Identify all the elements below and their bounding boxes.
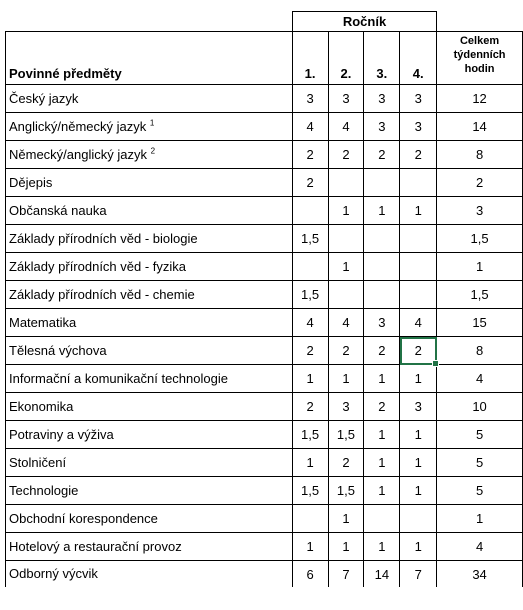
total-cell[interactable]: 5 — [437, 421, 523, 449]
table-row — [6, 253, 523, 281]
table-row — [6, 365, 523, 393]
fill-handle[interactable] — [432, 360, 439, 367]
footnote-marker: 2 — [150, 146, 156, 156]
grade-1-cell[interactable]: 1 — [292, 449, 328, 477]
grade-2-cell[interactable] — [328, 281, 364, 309]
grade-3-cell[interactable] — [364, 225, 400, 253]
subject-name-cell[interactable] — [6, 197, 293, 225]
subject-name: Hotelový a restaurační provoz — [9, 539, 182, 554]
grade-4-cell[interactable]: 1 — [400, 477, 437, 505]
selected-cell[interactable]: 2 — [400, 337, 437, 365]
grade-4-cell[interactable] — [400, 225, 437, 253]
subject-name-cell[interactable] — [6, 337, 293, 365]
grade-3-cell[interactable] — [364, 169, 400, 197]
grade-1-cell[interactable]: 2 — [292, 169, 328, 197]
subject-name: Stolničení — [9, 455, 67, 470]
grade-4-cell[interactable]: 1 — [400, 449, 437, 477]
grade-3-cell[interactable]: 2 — [364, 337, 400, 365]
total-cell[interactable]: 2 — [437, 169, 523, 197]
subject-name-cell[interactable] — [6, 505, 293, 533]
grade-4-header[interactable]: 4. — [400, 32, 437, 85]
subject-name-cell[interactable] — [6, 421, 293, 449]
grade-1-cell[interactable] — [292, 505, 328, 533]
subject-name-cell[interactable] — [6, 449, 293, 477]
total-header-line2: týdenních — [453, 49, 506, 61]
grade-3-cell[interactable]: 2 — [364, 393, 400, 421]
total-cell[interactable]: 5 — [437, 477, 523, 505]
grade-2-cell[interactable]: 2 — [328, 449, 364, 477]
grade-1-cell[interactable]: 4 — [292, 113, 328, 141]
total-cell[interactable]: 1 — [437, 505, 523, 533]
grade-2-cell[interactable]: 2 — [328, 337, 364, 365]
total-cell[interactable]: 12 — [437, 85, 523, 113]
total-cell[interactable]: 15 — [437, 309, 523, 337]
grade-2-cell[interactable]: 1 — [328, 197, 364, 225]
table-row — [6, 449, 523, 477]
subject-name: Potraviny a výživa — [9, 427, 114, 442]
table-row — [6, 561, 523, 587]
grade-4-cell[interactable]: 1 — [400, 533, 437, 561]
grade-3-cell[interactable] — [364, 253, 400, 281]
subject-name-cell[interactable] — [6, 141, 293, 169]
grade-4-cell[interactable]: 2 — [400, 141, 437, 169]
grade-4-cell[interactable]: 3 — [400, 85, 437, 113]
grade-1-cell[interactable]: 4 — [292, 309, 328, 337]
subject-name: Obchodní korespondence — [9, 511, 158, 526]
rocnik-header[interactable]: Ročník — [292, 11, 437, 31]
table-row — [6, 477, 523, 505]
subject-name-cell[interactable] — [6, 169, 293, 197]
grade-2-cell[interactable]: 7 — [328, 561, 364, 587]
subject-name: Dějepis — [9, 175, 53, 190]
grade-2-cell[interactable]: 1 — [328, 533, 364, 561]
total-cell[interactable]: 14 — [437, 113, 523, 141]
total-cell[interactable]: 1,5 — [437, 281, 523, 309]
grade-3-cell[interactable]: 1 — [364, 421, 400, 449]
grade-1-header[interactable]: 1. — [292, 32, 328, 85]
table-row — [6, 113, 523, 141]
total-cell[interactable]: 1 — [437, 253, 523, 281]
grade-4-cell[interactable] — [400, 505, 437, 533]
table-row — [6, 85, 523, 113]
total-cell[interactable]: 8 — [437, 337, 523, 365]
grade-3-cell[interactable]: 1 — [364, 477, 400, 505]
subject-name: Základy přírodních věd - fyzika — [9, 259, 187, 274]
subjects-table — [5, 31, 523, 587]
grade-2-cell[interactable] — [328, 225, 364, 253]
subject-name: Ekonomika — [9, 399, 74, 414]
grade-2-cell[interactable] — [328, 169, 364, 197]
table-row — [6, 197, 523, 225]
total-cell[interactable]: 4 — [437, 365, 523, 393]
grade-3-cell[interactable] — [364, 505, 400, 533]
table-row — [6, 505, 523, 533]
total-cell[interactable]: 4 — [437, 533, 523, 561]
total-cell[interactable]: 3 — [437, 197, 523, 225]
table-row — [6, 141, 523, 169]
subject-name-cell[interactable] — [6, 281, 293, 309]
subject-name: Tělesná výchova — [9, 343, 107, 358]
grade-2-header[interactable]: 2. — [328, 32, 364, 85]
total-cell[interactable]: 8 — [437, 141, 523, 169]
total-header-line3: hodin — [464, 63, 495, 75]
subject-name-cell[interactable] — [6, 113, 293, 141]
subject-name-cell[interactable] — [6, 225, 293, 253]
subject-name: Odborný výcvik — [9, 566, 98, 582]
grade-4-cell[interactable] — [400, 253, 437, 281]
total-cell[interactable]: 5 — [437, 449, 523, 477]
grade-2-cell[interactable]: 1 — [328, 505, 364, 533]
grade-3-cell[interactable]: 2 — [364, 141, 400, 169]
grade-4-cell[interactable]: 7 — [400, 561, 437, 587]
grade-1-cell[interactable]: 2 — [292, 337, 328, 365]
grade-1-cell[interactable]: 1,5 — [292, 477, 328, 505]
grade-2-cell[interactable]: 1 — [328, 253, 364, 281]
subject-name-cell[interactable] — [6, 477, 293, 505]
grade-3-cell[interactable]: 1 — [364, 365, 400, 393]
subject-name-cell[interactable] — [6, 533, 293, 561]
grade-3-cell[interactable]: 1 — [364, 197, 400, 225]
grade-2-cell[interactable]: 3 — [328, 85, 364, 113]
grade-2-cell[interactable]: 1,5 — [328, 421, 364, 449]
table-row — [6, 337, 523, 365]
grade-2-cell[interactable]: 3 — [328, 393, 364, 421]
table-row — [6, 169, 523, 197]
table-row — [6, 421, 523, 449]
subject-name-cell[interactable] — [6, 309, 293, 337]
grade-2-cell[interactable]: 4 — [328, 113, 364, 141]
grade-4-cell[interactable]: 3 — [400, 113, 437, 141]
grade-3-cell[interactable]: 3 — [364, 309, 400, 337]
subject-name: Technologie — [9, 483, 79, 498]
grade-1-cell[interactable]: 1,5 — [292, 225, 328, 253]
total-cell[interactable]: 34 — [437, 561, 523, 587]
subject-name: Občanská nauka — [9, 203, 107, 218]
subject-name: Základy přírodních věd - chemie — [9, 287, 195, 302]
table-row — [6, 225, 523, 253]
grade-1-cell[interactable]: 2 — [292, 141, 328, 169]
grade-1-cell[interactable]: 1 — [292, 533, 328, 561]
grade-3-header[interactable]: 3. — [364, 32, 400, 85]
total-header[interactable] — [437, 32, 523, 85]
grade-3-cell[interactable]: 14 — [364, 561, 400, 587]
subject-name-cell[interactable] — [6, 393, 293, 421]
grade-2-cell[interactable]: 1 — [328, 365, 364, 393]
subject-name: Německý/anglický jazyk — [9, 147, 151, 162]
subject-name-cell[interactable] — [6, 365, 293, 393]
grade-2-cell[interactable]: 1,5 — [328, 477, 364, 505]
grade-1-cell[interactable]: 1,5 — [292, 281, 328, 309]
grade-4-cell[interactable]: 3 — [400, 393, 437, 421]
footnote-marker: 1 — [149, 118, 155, 128]
grade-4-cell[interactable]: 4 — [400, 309, 437, 337]
grade-2-cell[interactable]: 2 — [328, 141, 364, 169]
subject-name: Český jazyk — [9, 91, 79, 106]
grade-2-cell[interactable]: 4 — [328, 309, 364, 337]
subjects-header[interactable]: Povinné předměty — [6, 32, 293, 85]
grade-3-cell[interactable]: 1 — [364, 449, 400, 477]
grade-1-cell[interactable]: 6 — [292, 561, 328, 587]
grade-1-cell[interactable]: 1,5 — [292, 421, 328, 449]
grade-3-cell[interactable]: 1 — [364, 533, 400, 561]
table-row — [6, 393, 523, 421]
table-row — [6, 309, 523, 337]
total-cell[interactable]: 10 — [437, 393, 523, 421]
header-row — [6, 32, 523, 85]
subject-name-cell[interactable] — [6, 85, 293, 113]
grade-3-cell[interactable] — [364, 281, 400, 309]
grade-1-cell[interactable] — [292, 197, 328, 225]
grade-4-cell[interactable] — [400, 281, 437, 309]
total-header-line1: Celkem — [459, 35, 500, 47]
grade-1-cell[interactable] — [292, 253, 328, 281]
total-cell[interactable]: 1,5 — [437, 225, 523, 253]
grade-3-cell[interactable]: 3 — [364, 85, 400, 113]
grade-4-cell[interactable] — [400, 169, 437, 197]
subject-name: Informační a komunikační technologie — [9, 371, 228, 386]
grade-1-cell[interactable]: 3 — [292, 85, 328, 113]
grade-4-cell[interactable]: 1 — [400, 365, 437, 393]
subject-name-cell[interactable] — [6, 253, 293, 281]
table-row — [6, 533, 523, 561]
grade-1-cell[interactable]: 2 — [292, 393, 328, 421]
subject-name: Matematika — [9, 315, 77, 330]
subject-name: Anglický/německý jazyk — [9, 119, 150, 134]
grade-4-cell[interactable]: 1 — [400, 197, 437, 225]
grade-3-cell[interactable]: 3 — [364, 113, 400, 141]
grade-1-cell[interactable]: 1 — [292, 365, 328, 393]
table-row — [6, 281, 523, 309]
grade-4-cell[interactable]: 1 — [400, 421, 437, 449]
subject-name-cell[interactable] — [6, 561, 293, 587]
subject-name: Základy přírodních věd - biologie — [9, 231, 198, 246]
